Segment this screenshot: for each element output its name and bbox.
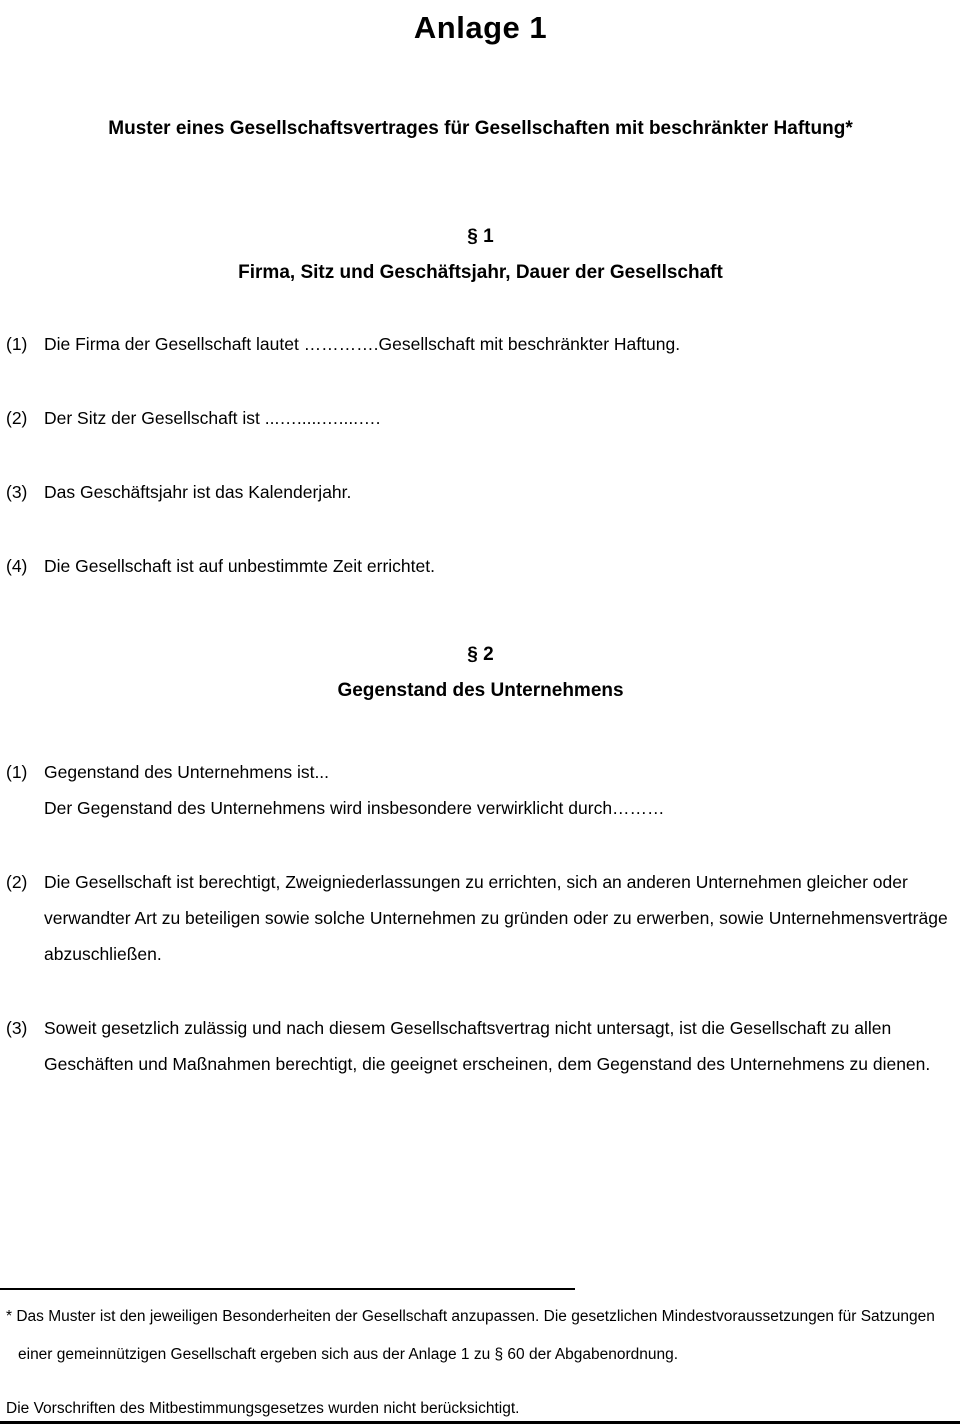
section-1-heading: Firma, Sitz und Geschäftsjahr, Dauer der Gesellschaft — [238, 262, 723, 283]
item-text: Die Gesellschaft ist berechtigt, Zweigniederlassungen zu errichten, sich an anderen Unternehmen gleicher oder verwandter Art zu beteiligen sowie solche Unternehmen zu gründen oder zu erwerben, sowie Unternehmensverträge abzuschließen. — [44, 872, 948, 964]
item-text — [44, 754, 955, 826]
item-text-line: Der Gegenstand des Unternehmens wird insbesondere verwirklicht durch……… — [44, 798, 665, 818]
section-2-items — [6, 754, 955, 1082]
footnote-1: * Das Muster ist den jeweiligen Besonderheiten der Gesellschaft anzupassen. Die gesetzlichen Mindestvoraussetzungen für Satzungen einer gemeinnützigen Gesellschaft ergeben sich aus der Anlage 1 zu § 60 der Abgabenordnung. — [6, 1308, 935, 1363]
footnote-area — [0, 1288, 960, 1428]
page-title: Anlage 1 — [413, 10, 548, 45]
list-item — [6, 326, 955, 362]
document-subtitle: Muster eines Gesellschaftsvertrages für Gesellschaften mit beschränkter Haftung* — [108, 118, 853, 139]
item-marker: (2) — [6, 408, 28, 428]
item-marker: (4) — [6, 556, 28, 576]
list-item — [6, 548, 955, 584]
item-text: Die Gesellschaft ist auf unbestimmte Zeit errichtet. — [44, 556, 435, 576]
section-1 — [6, 226, 955, 584]
item-marker: (2) — [6, 872, 28, 892]
item-text-line: Gegenstand des Unternehmens ist... — [44, 762, 330, 782]
item-marker: (1) — [6, 334, 28, 354]
item-text: Soweit gesetzlich zulässig und nach diesem Gesellschaftsvertrag nicht untersagt, ist die Gesellschaft zu allen Geschäften und Maßnahmen berechtigt, die geeignet erscheinen, dem Gegenstand des Unternehmens zu dienen. — [44, 1018, 931, 1074]
footnote-2: Die Vorschriften des Mitbestimmungsgesetzes wurden nicht berücksichtigt. — [6, 1400, 520, 1417]
list-item — [6, 474, 955, 510]
section-2-number: § 2 — [467, 644, 494, 665]
item-marker: (1) — [6, 762, 28, 782]
item-text: Der Sitz der Gesellschaft ist ...….....…....…. — [44, 408, 381, 428]
section-2-heading: Gegenstand des Unternehmens — [337, 680, 624, 701]
item-text: Das Geschäftsjahr ist das Kalenderjahr. — [44, 482, 352, 502]
footnote-separator — [0, 1288, 575, 1290]
section-1-number: § 1 — [467, 226, 494, 247]
list-item — [6, 400, 955, 436]
item-marker: (3) — [6, 482, 28, 502]
list-item — [6, 754, 955, 826]
item-text: Die Firma der Gesellschaft lautet ………….Gesellschaft mit beschränkter Haftung. — [44, 334, 681, 354]
list-item — [6, 864, 955, 972]
section-1-items — [6, 326, 955, 584]
list-item — [6, 1010, 955, 1082]
item-marker: (3) — [6, 1018, 28, 1038]
section-2 — [6, 644, 955, 1082]
